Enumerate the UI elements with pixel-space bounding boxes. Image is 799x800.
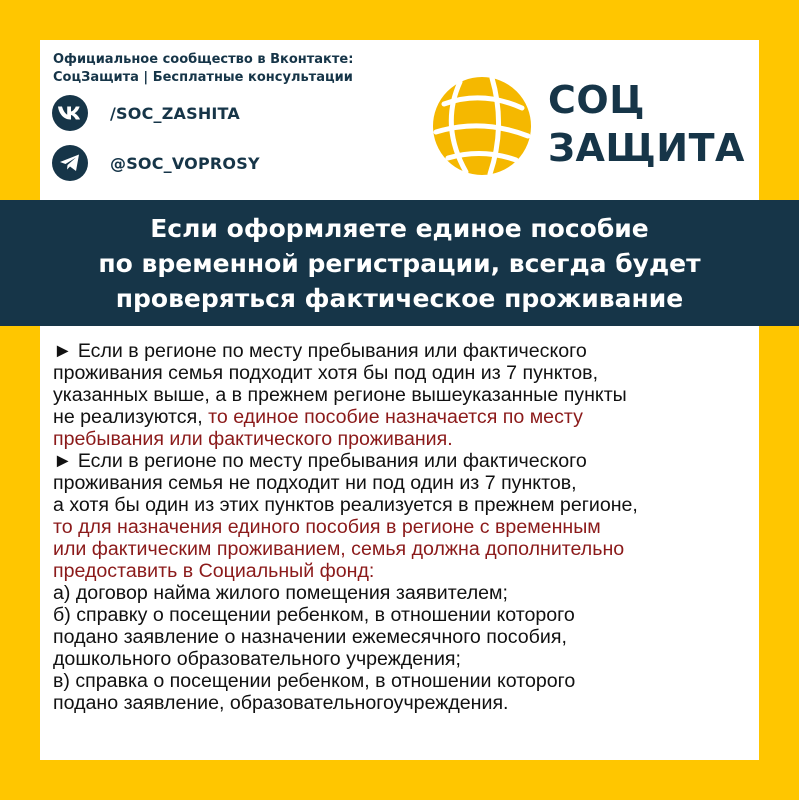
vk-link[interactable]: [52, 95, 240, 131]
p1-line-4-highlight: то единое пособие назначается по месту: [208, 406, 583, 428]
telegram-icon: [52, 145, 88, 181]
p2-line-3: а хотя бы один из этих пунктов реализуется в прежнем регионе,: [53, 494, 638, 516]
community-caption: [53, 51, 353, 87]
logo-line-1: СОЦ: [548, 78, 645, 122]
headline-line-2: по временной регистрации, всегда будет: [98, 248, 701, 278]
p2-line-5: или фактическим проживанием, семья должна дополнительно: [53, 538, 625, 560]
p2-line-6: предоставить в Социальный фонд:: [53, 560, 375, 582]
p1-line-1: ► Если в регионе по месту пребывания или фактического: [53, 340, 587, 362]
vk-logo-icon: [52, 95, 88, 131]
headline-line-3: проверяться фактическое проживание: [115, 283, 684, 313]
body-card: [40, 326, 759, 760]
p1-line-3: указанных выше, а в прежнем регионе вышеуказанные пункты: [53, 384, 627, 406]
logo-line-2: ЗАЩИТА: [548, 126, 745, 170]
headline-line-1: Если оформляете единое пособие: [150, 213, 649, 243]
vk-handle: /SOC_ZASHITA: [110, 103, 241, 123]
item-b-line-1: б) справку о посещении ребенком, в отношении которого: [53, 604, 575, 626]
item-b-line-2: подано заявление о назначении ежемесячного пособия,: [53, 626, 567, 648]
headline-banner: [0, 200, 799, 326]
body-text: [53, 340, 763, 714]
p1-line-4-plain: не реализуются,: [53, 406, 209, 428]
header-card: [40, 40, 759, 200]
headline: [98, 211, 700, 316]
p2-line-2: проживания семья не подходит ни под один из 7 пунктов,: [53, 472, 577, 494]
p1-line-2: проживания семья подходит хотя бы под один из 7 пунктов,: [53, 362, 599, 384]
globe-icon: [430, 74, 534, 178]
community-line-2: СоцЗащита | Бесплатные консультации: [53, 70, 353, 85]
item-b-line-3: дошкольного образовательного учреждения;: [53, 648, 461, 670]
community-line-1: Официальное сообщество в Вконтакте:: [53, 52, 354, 67]
item-c-line-2: подано заявление, образовательногоучреждения.: [53, 692, 509, 714]
p2-line-1: ► Если в регионе по месту пребывания или фактического: [53, 450, 587, 472]
logo-wordmark: [548, 76, 745, 172]
telegram-handle: @SOC_VOPROSY: [110, 153, 260, 173]
p2-line-4: то для назначения единого пособия в регионе с временным: [53, 516, 601, 538]
p1-line-4: [53, 406, 763, 428]
p1-line-5: пребывания или фактического проживания.: [53, 428, 453, 450]
telegram-link[interactable]: [52, 145, 260, 181]
item-c-line-1: в) справка о посещении ребенком, в отношении которого: [53, 670, 576, 692]
item-a: а) договор найма жилого помещения заявителем;: [53, 582, 508, 604]
soc-zashita-logo: [430, 64, 745, 184]
